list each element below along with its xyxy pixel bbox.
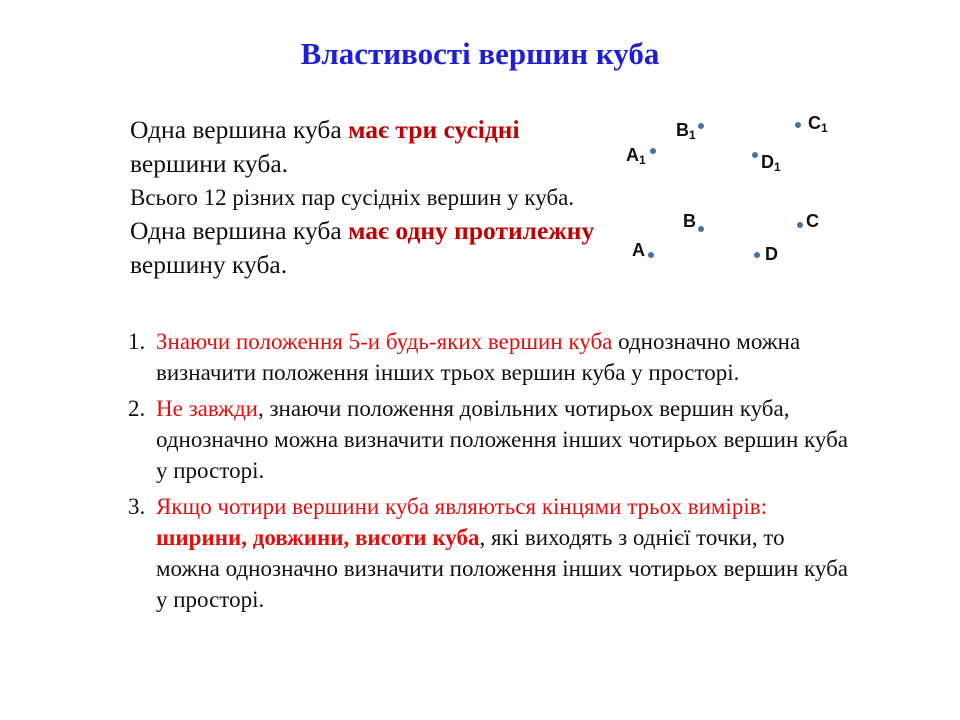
list-item-number: 3. <box>128 494 146 519</box>
list-item <box>128 326 848 388</box>
vertex-dot-c1 <box>795 122 801 128</box>
list-item-red-text: Якщо чотири вершини куба являються кінцями трьох вимірів: <box>156 494 767 519</box>
list-item-number: 2. <box>128 396 146 421</box>
vertex-dot-d <box>754 252 760 258</box>
vertex-dot-a <box>648 252 654 258</box>
properties-list <box>128 326 848 620</box>
vertex-label-d1: $D_1$ <box>761 152 781 174</box>
list-item <box>128 393 848 486</box>
vertex-label-b1: $B_1$ <box>676 120 696 142</box>
intro-paragraph-2: Всього 12 різних пар сусідніх вершин у куба. <box>130 185 575 210</box>
vertex-label-a1: $A_1$ <box>626 145 646 167</box>
vertex-dot-b <box>698 226 704 232</box>
vertex-dot-a1 <box>650 148 656 154</box>
list-item-bold-text: ширини, довжини, висоти куба <box>156 525 480 550</box>
page-title: Властивості вершин куба <box>300 36 660 71</box>
list-item-text: , які виходять з однієї точки, то можна однозначно визначити положення інших чотирьох вершин куба у просторі. <box>156 525 849 612</box>
vertex-label-b: B <box>683 211 696 231</box>
list-item <box>128 491 848 615</box>
intro-p3-start: Одна вершина куба <box>130 216 349 245</box>
vertex-label-c1: $C_1$ <box>808 113 828 135</box>
list-item-text: однозначно можна визначити положення інших трьох вершин куба у просторі. <box>156 329 801 385</box>
list-item-number: 1. <box>128 329 146 354</box>
list-item-red-text: Не завжди <box>156 396 258 421</box>
list-item-text: , знаючи положення довільних чотирьох вершин куба, однозначно можна визначити положення інших чотирьох вершин куба у просторі. <box>156 396 849 483</box>
vertex-dot-d1 <box>752 152 758 158</box>
intro-p1-highlight: має три сусідні <box>348 115 520 144</box>
intro-p1-start: Одна вершина куба <box>130 115 349 144</box>
intro-p3-highlight: має одну протилежну <box>348 216 595 245</box>
list-item-red-text: Знаючи положення 5-и будь-яких вершин куба <box>156 329 613 354</box>
vertex-dot-b1 <box>698 123 704 129</box>
vertex-label-c: C <box>806 211 819 231</box>
intro-p3-end: вершину куба. <box>130 250 288 279</box>
vertex-label-a: A <box>632 240 645 260</box>
vertex-dot-c <box>797 222 803 228</box>
vertex-label-d: D <box>765 244 778 264</box>
intro-p1-end: вершини куба. <box>130 149 289 178</box>
